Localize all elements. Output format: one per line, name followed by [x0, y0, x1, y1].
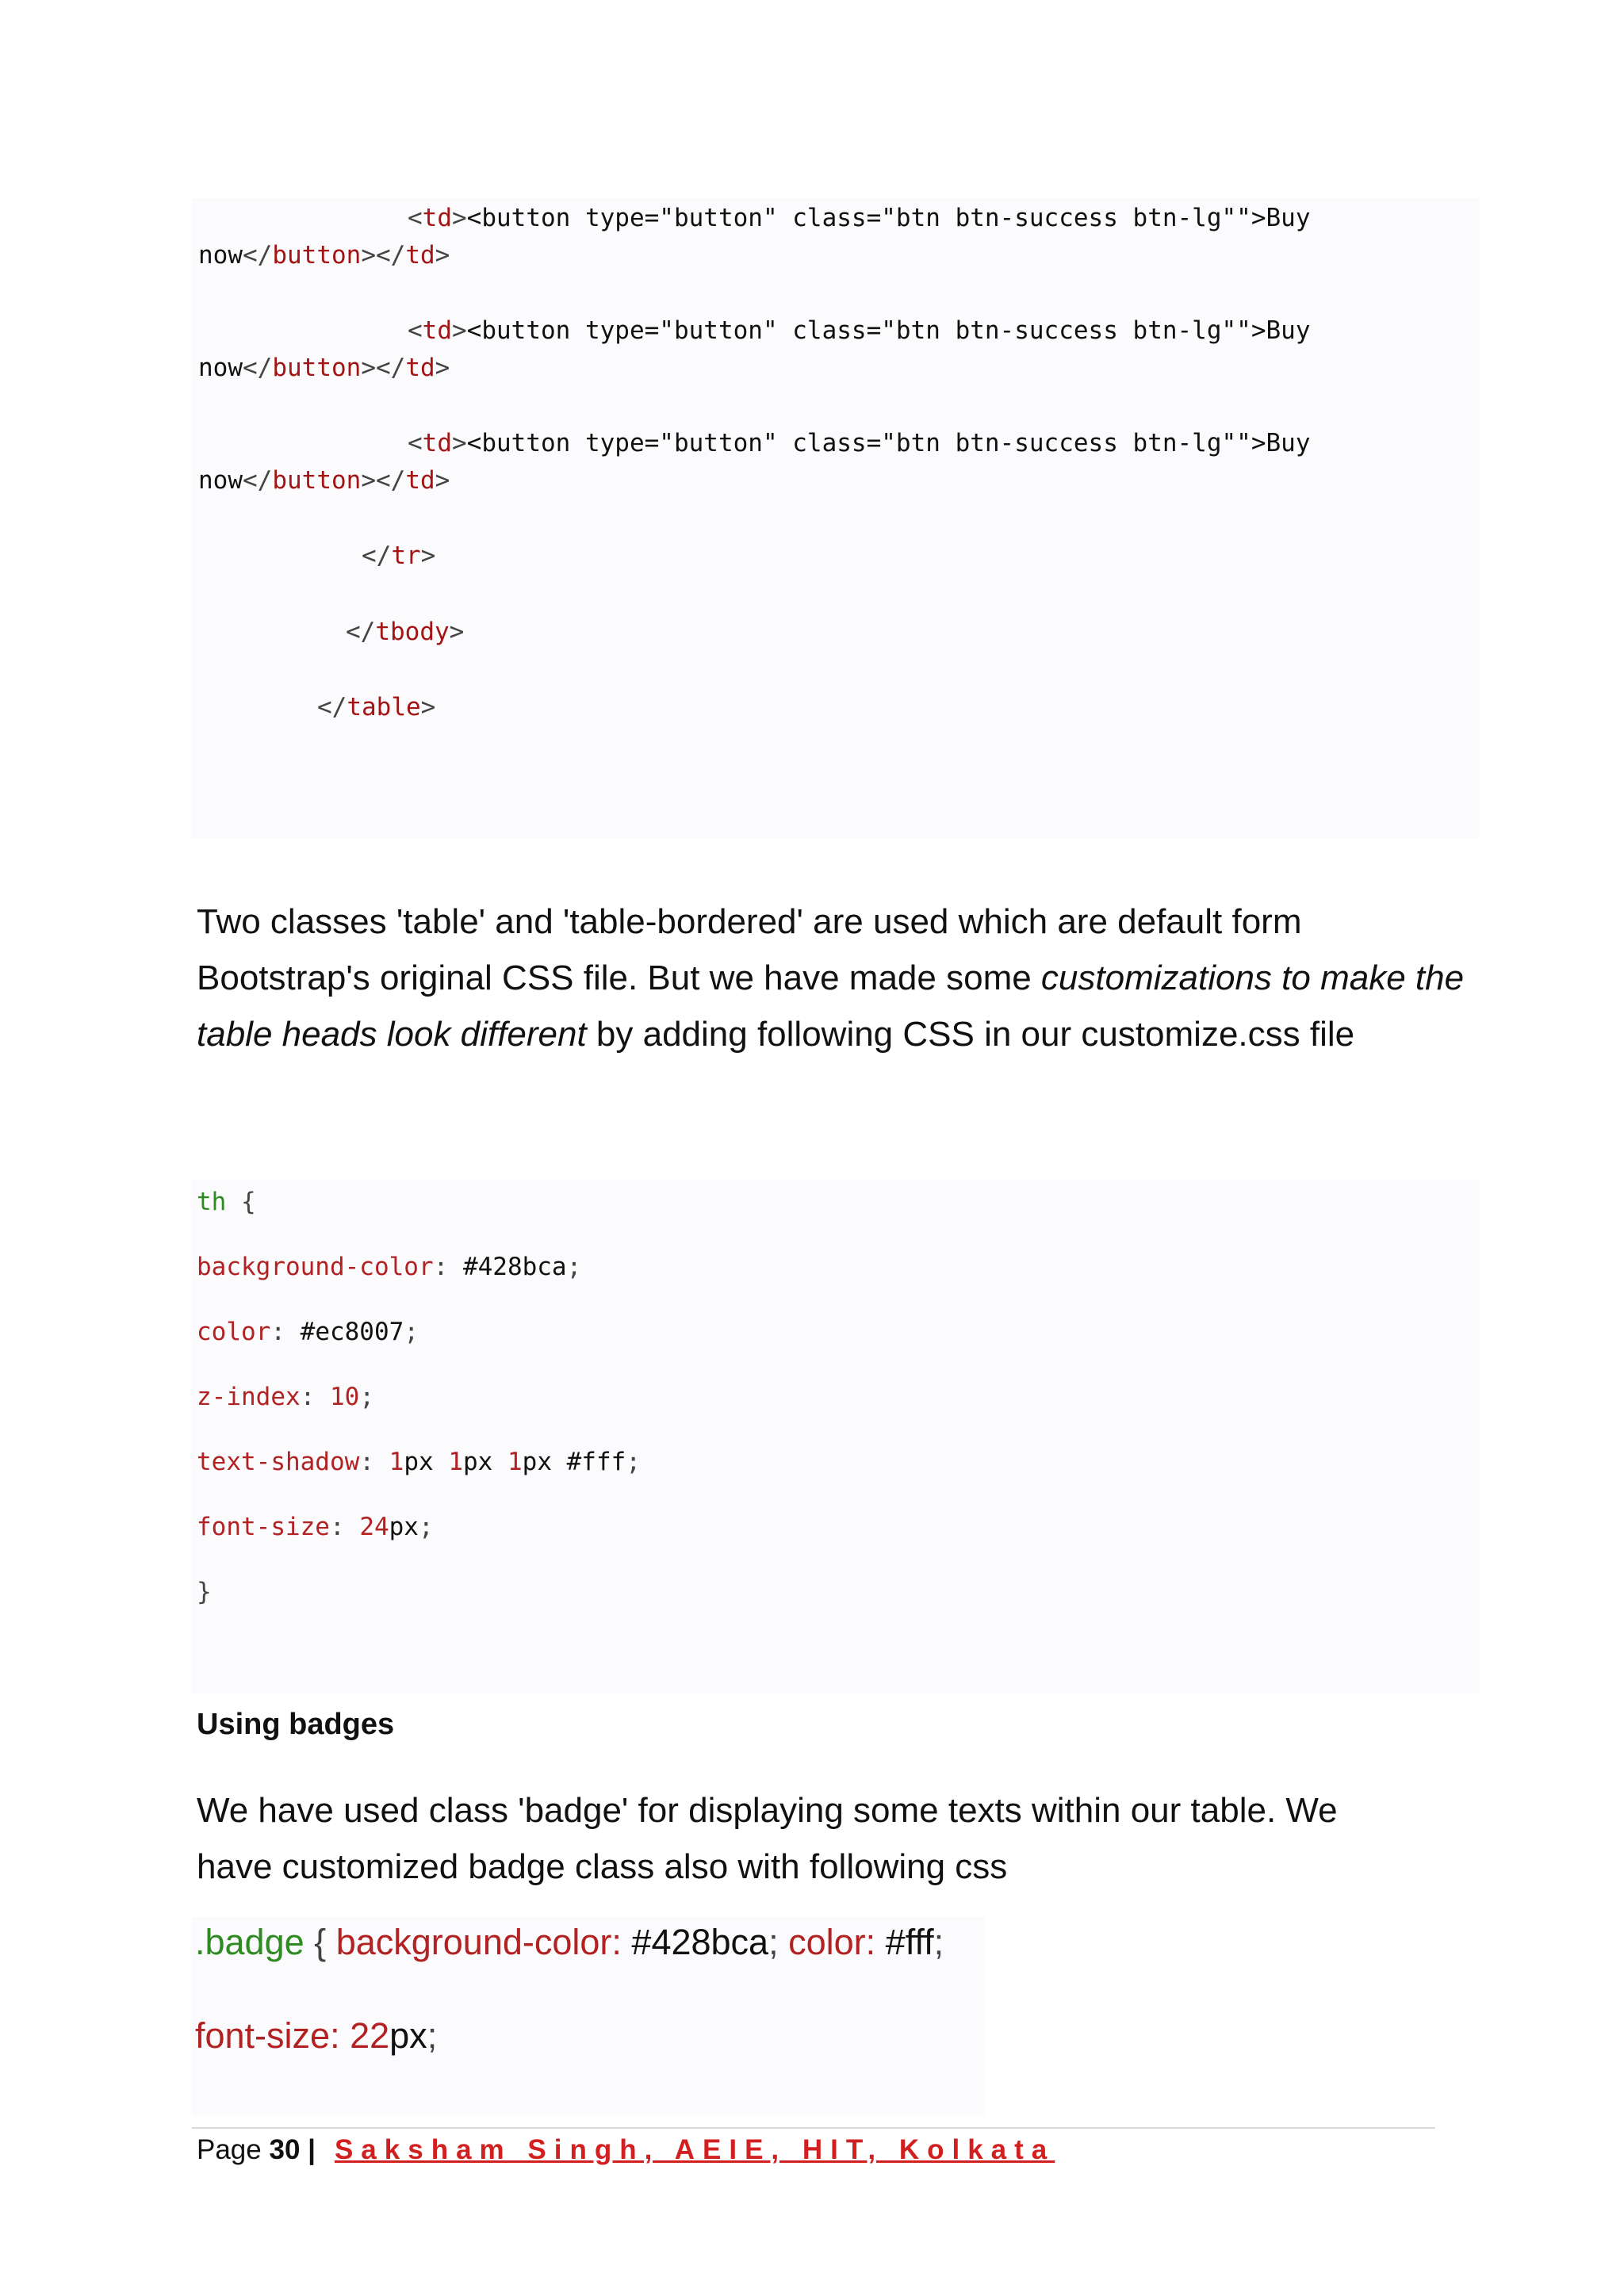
- css-close-brace: }: [197, 1578, 212, 1606]
- code-button-text: now: [198, 354, 243, 382]
- page-footer: [197, 2128, 1055, 2172]
- code-line-td-close: now</button></td>: [198, 354, 450, 382]
- code-line-td-close: now</button></td>: [198, 466, 450, 495]
- css-value-part: #ec8007: [300, 1318, 404, 1346]
- badge-open-brace: {: [314, 1922, 327, 1962]
- paragraph-table-classes-part1: Two classes 'table' and 'table-bordered' are used which are default form Bootstrap's original CSS file. But we have made some: [197, 902, 1302, 997]
- css-value-part: #428bca: [462, 1253, 567, 1281]
- css-property: font-size: [197, 1513, 330, 1541]
- code-tag-td: td: [422, 316, 452, 345]
- css-value-part: 1: [507, 1448, 523, 1476]
- code-line-td-open: <td><button type="button" class="btn btn-success btn-lg"">Buy: [408, 429, 1311, 457]
- code-tag-td: td: [405, 354, 435, 382]
- badge-prop-color: color: [788, 1922, 866, 1962]
- badge-val-font-size-number: 22: [350, 2015, 390, 2056]
- css-property: z-index: [197, 1383, 301, 1411]
- code-line-close-tr: </tr>: [362, 541, 436, 570]
- code-tag-table: table: [347, 693, 421, 721]
- badge-val-font-size-unit: px: [389, 2015, 427, 2056]
- code-line-td-close: now</button></td>: [198, 241, 450, 270]
- badge-css-line-1: .badge { background-color: #428bca; color: #fff;: [195, 1922, 944, 1962]
- css-rule-background-color: background-color: #428bca;: [197, 1253, 582, 1281]
- css-open-brace: {: [226, 1188, 256, 1216]
- paragraph-table-classes: [197, 894, 1465, 1062]
- badge-val-color: #fff: [885, 1922, 934, 1962]
- code-tag-td: td: [422, 204, 452, 232]
- css-value-part: px: [404, 1448, 449, 1476]
- html-code-block: [192, 198, 1480, 839]
- code-tag-tbody: tbody: [375, 618, 450, 646]
- css-property: background-color: [197, 1253, 434, 1281]
- paragraph-badges: We have used class 'badge' for displaying some texts within our table. We have customized badge class also with following css: [197, 1791, 1338, 1886]
- code-tag-td: td: [405, 466, 435, 495]
- code-line-close-table: </table>: [317, 693, 436, 721]
- code-tag-button: button: [272, 354, 362, 382]
- css-value-part: 1: [389, 1448, 404, 1476]
- code-button-text: now: [198, 466, 243, 495]
- css-rule-text-shadow: text-shadow: 1px 1px 1px #fff;: [197, 1448, 641, 1476]
- css-value-part: 24: [359, 1513, 389, 1541]
- code-button-markup: <button type="button" class="btn btn-success btn-lg"">Buy: [466, 316, 1311, 345]
- badge-css-line-2: font-size: 22px;: [195, 2015, 438, 2056]
- footer-author: Saksham Singh, AEIE, HIT, Kolkata: [334, 2134, 1055, 2165]
- css-rule-font-size: font-size: 24px;: [197, 1513, 434, 1541]
- css-property: text-shadow: [197, 1448, 360, 1476]
- code-line-td-open: <td><button type="button" class="btn btn-success btn-lg"">Buy: [408, 316, 1311, 345]
- badge-prop-font-size: font-size: [195, 2015, 331, 2056]
- code-line-td-open: <td><button type="button" class="btn btn-success btn-lg"">Buy: [408, 204, 1311, 232]
- css-value-part: px: [389, 1513, 419, 1541]
- code-button-markup: <button type="button" class="btn btn-success btn-lg"">Buy: [466, 204, 1311, 232]
- code-tag-td: td: [422, 429, 452, 457]
- css-value-part: px: [462, 1448, 508, 1476]
- css-selector-line: [197, 1186, 256, 1218]
- css-value-part: 10: [329, 1383, 360, 1411]
- code-tag-tr: tr: [391, 541, 421, 570]
- paragraph-table-classes-part2: by adding following CSS in our customize.css file: [586, 1015, 1355, 1054]
- code-tag-button: button: [272, 466, 362, 495]
- badge-selector: .badge: [195, 1922, 304, 1962]
- paragraph-table-classes-italic: customizations to make the table heads look different: [197, 959, 1465, 1054]
- css-property: color: [197, 1318, 271, 1346]
- css-value-part: px #fff: [522, 1448, 626, 1476]
- code-button-text: now: [198, 241, 243, 270]
- css-selector: th: [197, 1188, 227, 1216]
- code-button-markup: <button type="button" class="btn btn-success btn-lg"">Buy: [466, 429, 1311, 457]
- css-rule-z-index: z-index: 10;: [197, 1383, 374, 1411]
- footer-page-label: Page: [197, 2134, 262, 2165]
- css-rule-color: color: #ec8007;: [197, 1318, 419, 1346]
- code-tag-button: button: [272, 241, 362, 270]
- footer-page-number: 30: [269, 2134, 301, 2165]
- code-tag-td: td: [405, 241, 435, 270]
- css-close-brace-line: [197, 1576, 212, 1608]
- css-value-part: 1: [448, 1448, 463, 1476]
- badge-val-background-color: #428bca: [631, 1922, 769, 1962]
- code-line-close-tbody: </tbody>: [346, 618, 465, 646]
- footer-separator: |: [308, 2134, 316, 2165]
- section-heading-badges: Using badges: [197, 1708, 395, 1741]
- badge-prop-background-color: background-color: [335, 1922, 612, 1962]
